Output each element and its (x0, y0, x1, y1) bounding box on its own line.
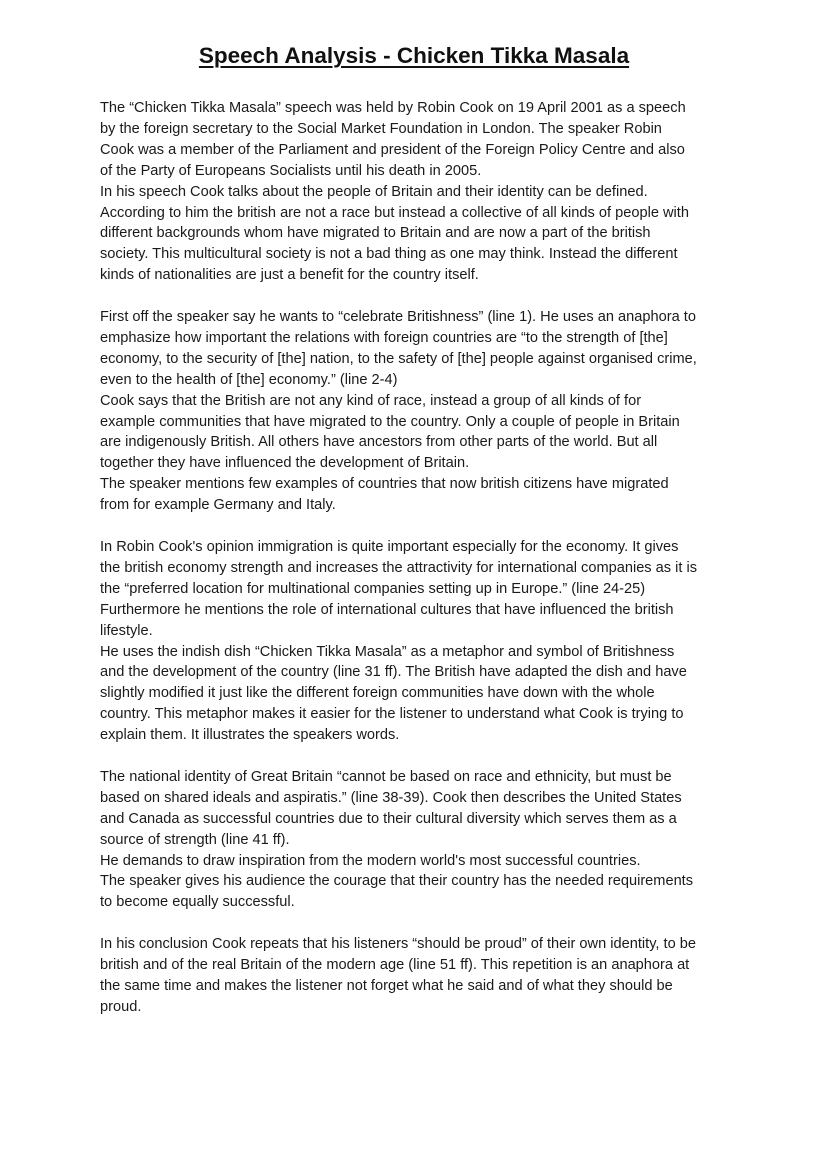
text-line: Furthermore he mentions the role of international cultures that have influenced the british (100, 601, 674, 618)
text-line: He uses the indish dish “Chicken Tikka Masala” as a metaphor and symbol of Britishness (100, 643, 675, 660)
text-line: The speaker mentions few examples of countries that now british citizens have migrated (100, 476, 669, 493)
text-line: and the development of the country (line 31 ff). The British have adapted the dish and have (100, 664, 687, 681)
text-line: The speaker gives his audience the courage that their country has the needed requirements (100, 873, 694, 890)
paragraph-1 (100, 98, 740, 286)
text-line: First off the speaker say he wants to “celebrate Britishness” (line 1). He uses an anaphora to (100, 309, 696, 326)
text-line: british and of the real Britain of the modern age (line 51 ff). This repetition is an anaphora at (100, 957, 690, 974)
text-line: different backgrounds whom have migrated to Britain and are now a part of the british (100, 225, 651, 242)
document-body (100, 98, 740, 1039)
page-title: Speech Analysis - Chicken Tikka Masala (198, 43, 630, 68)
paragraph-4 (100, 767, 740, 913)
text-line: According to him the british are not a race but instead a collective of all kinds of people with (100, 204, 689, 221)
text-line: from for example Germany and Italy. (100, 497, 336, 514)
text-line: and Canada as successful countries due to their cultural diversity which serves them as a (100, 810, 677, 827)
text-line: Cook says that the British are not any kind of race, instead a group of all kinds of for (100, 392, 642, 409)
text-line: In his conclusion Cook repeats that his listeners “should be proud” of their own identity, to be (100, 936, 696, 953)
text-line: lifestyle. (100, 622, 153, 639)
text-line: the same time and makes the listener not forget what he said and of what they should be (100, 978, 673, 994)
text-line: He demands to draw inspiration from the modern world's most successful countries. (100, 852, 641, 869)
text-line: explain them. It illustrates the speakers words. (100, 727, 400, 744)
text-line: emphasize how important the relations with foreign countries are “to the strength of [the] (100, 329, 668, 346)
text-line: by the foreign secretary to the Social Market Foundation in London. The speaker Robin (100, 120, 662, 137)
text-line: even to the health of [the] economy.” (line 2-4) (100, 371, 398, 388)
text-line: proud. (100, 998, 142, 1015)
text-line: In his speech Cook talks about the people of Britain and their identity can be defined. (100, 183, 648, 200)
text-line: of the Party of Europeans Socialists until his death in 2005. (100, 162, 482, 179)
text-line: slightly modified it just like the different foreign communities have down with the whole (100, 685, 655, 702)
text-line: to become equally successful. (100, 894, 295, 911)
text-line: are indigenously British. All others have ancestors from other parts of the world. But all (100, 434, 658, 451)
text-line: The “Chicken Tikka Masala” speech was held by Robin Cook on 19 April 2001 as a speech (100, 100, 686, 116)
text-line: kinds of nationalities are just a benefit for the country itself. (100, 267, 479, 284)
text-line: society. This multicultural society is not a bad thing as one may think. Instead the different (100, 246, 678, 263)
text-line: the british economy strength and increases the attractivity for international companies as it is (100, 559, 698, 576)
text-line: economy, to the security of [the] nation, to the safety of [the] people against organised crime, (100, 350, 697, 367)
text-line: based on shared ideals and aspiratis.” (line 38-39). Cook then describes the United States (100, 789, 682, 806)
text-line: example communities that have migrated to the country. Only a couple of people in Britain (100, 413, 680, 430)
text-line: Cook was a member of the Parliament and president of the Foreign Policy Centre and also (100, 141, 685, 158)
paragraph-2 (100, 307, 740, 516)
paragraph-3 (100, 537, 740, 746)
text-line: In Robin Cook's opinion immigration is quite important especially for the economy. It gives (100, 539, 679, 555)
paragraph-5 (100, 934, 740, 1018)
text-line: together they have influenced the development of Britain. (100, 455, 470, 472)
text-line: source of strength (line 41 ff). (100, 831, 290, 848)
text-line: country. This metaphor makes it easier for the listener to understand what Cook is trying to (100, 706, 684, 723)
text-line: The national identity of Great Britain “cannot be based on race and ethnicity, but must be (100, 768, 672, 785)
text-line: the “preferred location for multinational companies setting up in Europe.” (line 24-25) (100, 580, 646, 597)
